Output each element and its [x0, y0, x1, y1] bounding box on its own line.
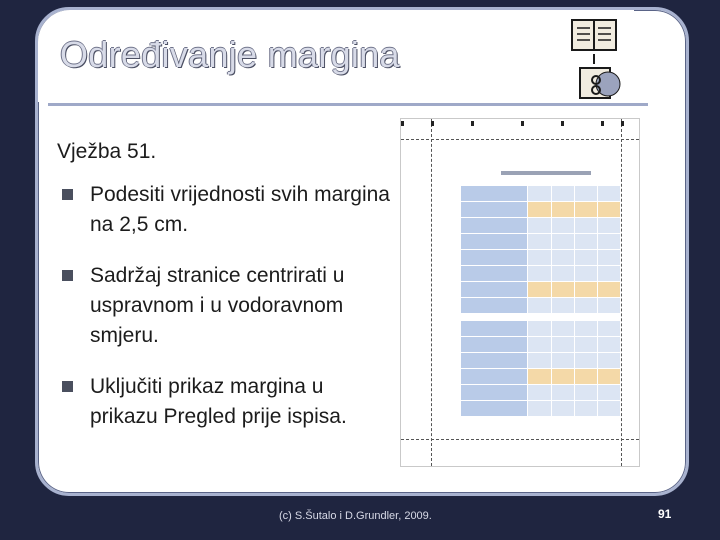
bullet-text: Sadržaj stranice centrirati u uspravnom i u vodoravnom smjeru.: [90, 264, 345, 347]
margin-guide: [401, 439, 639, 440]
footer-credit: (c) S.Šutalo i D.Grundler, 2009.: [279, 510, 432, 522]
margin-handle: [401, 121, 404, 126]
margin-handle: [561, 121, 564, 126]
print-preview-page: [400, 118, 640, 467]
margin-guide: [431, 119, 432, 466]
bullet-text: Uključiti prikaz margina u prikazu Pregled prije ispisa.: [90, 375, 347, 428]
bullet-item: [60, 372, 390, 432]
margin-guide: [621, 119, 622, 466]
bullet-marker-icon: [62, 270, 73, 281]
margin-handle: [431, 121, 434, 126]
bullet-marker-icon: [62, 381, 73, 392]
bullet-item: [60, 261, 390, 351]
book-and-document-icon: [566, 14, 626, 104]
bullet-list: [60, 180, 390, 453]
table-heading-placeholder: [501, 171, 591, 175]
preview-table: [461, 186, 621, 417]
slide-title: Određivanje margina: [60, 34, 400, 75]
bullet-marker-icon: [62, 189, 73, 200]
bullet-item: [60, 180, 390, 240]
margin-handle: [601, 121, 604, 126]
margin-handle: [521, 121, 524, 126]
exercise-label: Vježba 51.: [57, 140, 157, 163]
margin-handle: [621, 121, 624, 126]
page-number: 91: [658, 507, 672, 521]
margin-guide: [401, 139, 639, 140]
title-divider: [48, 103, 648, 106]
margin-handle: [471, 121, 474, 126]
bullet-text: Podesiti vrijednosti svih margina na 2,5 cm.: [90, 183, 390, 236]
